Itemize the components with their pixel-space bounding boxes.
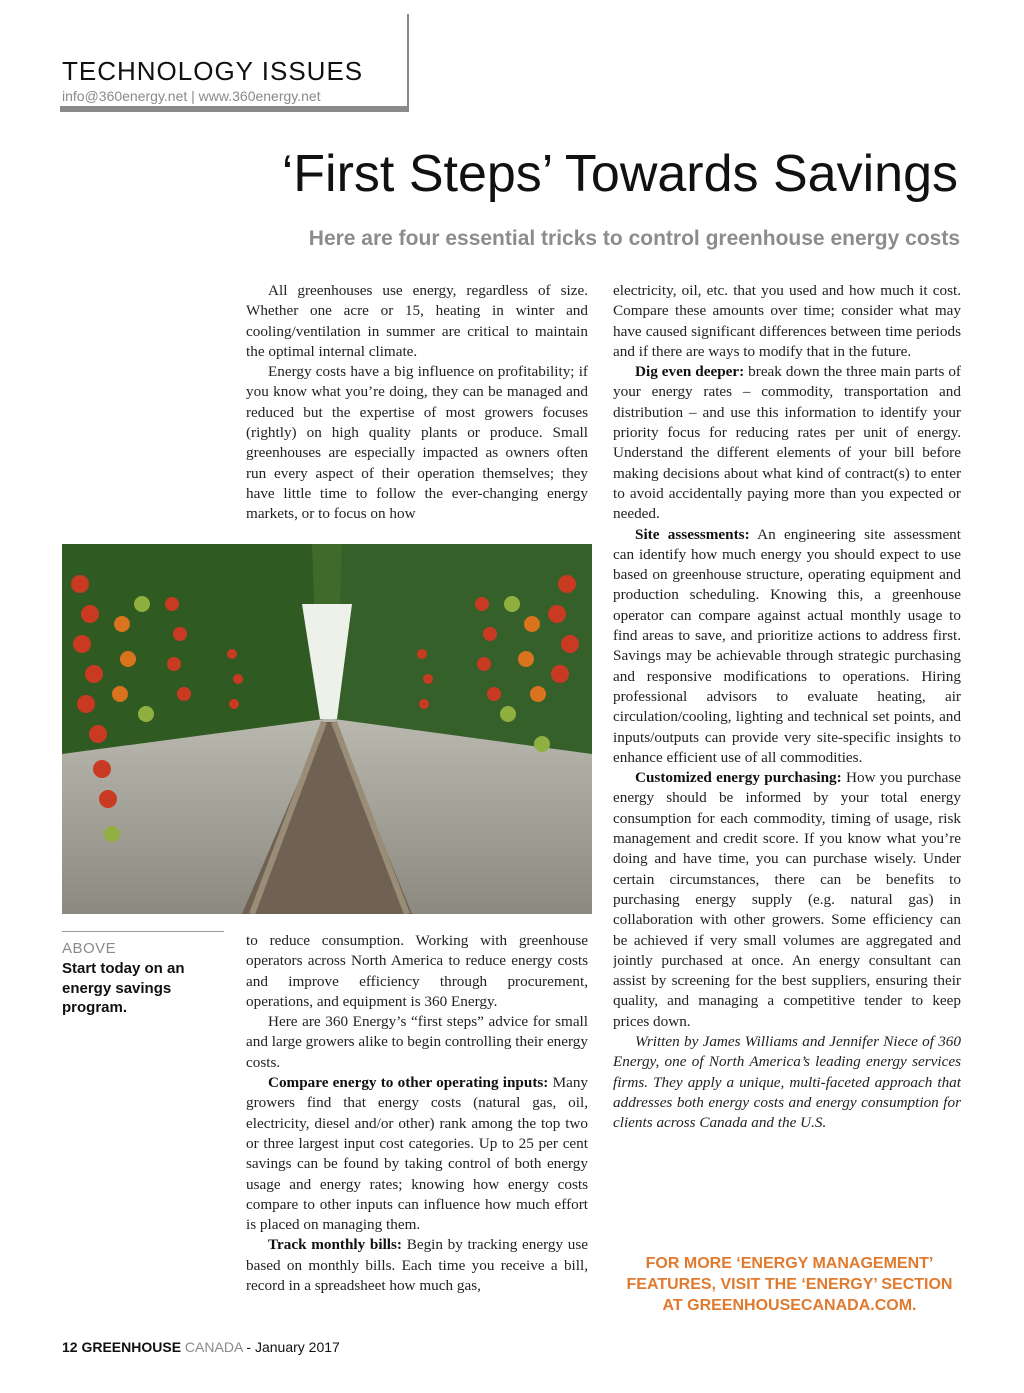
subhead-energy-purchasing: Customized energy purchasing: xyxy=(635,769,842,787)
body-site-assessments: An engineering site assessment can identify how much energy you should expect to use based on greenhouse structure, operating equipment and production scheduling. Knowing this, a greenhouse operator can compare against actual monthly usage to find areas to save, and prioritize actions to address first. Savings may be achievable through strategic purchasing and responsive modifications to operations. Hiring professional advisors to evaluate heating, air circulation/cooling, lighting and technical set points, and inputs/outputs can provide very site-specific insights to enhance efficient use of all commodities. xyxy=(613,525,961,766)
body-energy-purchasing: How you purchase energy should be informed by your total energy consumption for each commodity, timing of usage, risk management and credit score. If you know what you’re doing and have time, you can purchase wisely. Under certain circumstances, there can be benefits to purchasing energy supply (e.g. natural gas) in collaboration with other growers. Some efficiency can be achieved if very small volumes are aggregated and jointly purchased at once. An energy consultant can assist by screening for the best suppliers, ensuring their quality, and managing a competitive tender to keep prices down. xyxy=(613,769,961,1030)
article-dek: Here are four essential tricks to control greenhouse energy costs xyxy=(308,227,960,250)
section-energy-purchasing xyxy=(613,768,961,1032)
column-2 xyxy=(613,281,961,1221)
column-1-top xyxy=(246,281,588,529)
tomato-rows-image xyxy=(62,544,592,914)
section-site-assessments xyxy=(613,525,961,769)
paragraph-energy-costs: Energy costs have a big influence on profitability; if you know what you’re doing, they can be managed and reduced but the expertise of most growers focuses (rightly) on high quality plants or produce. Small greenhouses are especially impacted as owners often run every aspect of their operation themselves; they have little time to follow the ever-changing energy markets, or to focus on how xyxy=(246,363,588,523)
article-headline: ‘First Steps’ Towards Savings xyxy=(281,145,958,203)
subhead-track-bills: Track monthly bills: xyxy=(268,1236,402,1254)
caption-rule xyxy=(62,931,224,932)
section-contact: info@360energy.net | www.360energy.net xyxy=(62,88,321,104)
caption-label: ABOVE xyxy=(62,940,117,957)
byline-text: Written by James Williams and Jennifer Niece of 360 Energy, one of North America’s leading energy services firms. They apply a unique, multi-faceted approach that addresses both energy costs and energy consumption for clients across Canada and the U.S. xyxy=(613,1032,961,1132)
footer-brand: CANADA xyxy=(181,1339,243,1355)
paragraph-intro: All greenhouses use energy, regardless of size. Whether one acre or 15, heating in winter and cooling/ventilation in summer are critical to maintain the optimal internal climate. xyxy=(246,282,588,360)
footer-date: - January 2017 xyxy=(242,1339,340,1355)
section-title: TECHNOLOGY ISSUES xyxy=(62,56,364,86)
section-dig-deeper xyxy=(613,362,961,524)
footer-page-magazine: 12 GREENHOUSE xyxy=(62,1339,182,1355)
subhead-dig-deeper: Dig even deeper: xyxy=(635,363,745,381)
author-byline xyxy=(613,1032,961,1133)
subhead-compare-energy: Compare energy to other operating inputs: xyxy=(268,1074,549,1092)
body-compare-energy: Many growers find that energy costs (natural gas, oil, electricity, diesel and/or other) rank among the top two or three largest input cost categories. Up to 25 per cent savings can be found by taking control of both energy usage and energy rates; knowing how energy costs compare to other inputs can influence how much effort is placed on managing them. xyxy=(246,1074,588,1234)
section-track-bills xyxy=(246,1235,588,1296)
subhead-site-assessments: Site assessments: xyxy=(635,525,750,543)
body-dig-deeper: break down the three main parts of your energy rates – commodity, transportation and distribution – and use this information to identify your priority focus for reducing rates per unit of energy. Understand the different elements of your bill before making decisions about what kind of contract(s) to enter to avoid accidentally paying more than you expected or needed. xyxy=(613,363,961,523)
body-track-bills: Begin by tracking energy use based on monthly bills. Each time you receive a bill, record in a spreadsheet how much gas, xyxy=(246,1236,588,1295)
promo-callout: FOR MORE ‘ENERGY MANAGEMENT’ FEATURES, VISIT THE ‘ENERGY’ SECTION AT GREENHOUSECANADA.COM. xyxy=(626,1255,953,1314)
caption-text: Start today on an energy savings program. xyxy=(62,960,185,1016)
section-compare-energy xyxy=(246,1073,588,1235)
greenhouse-tomato-photo xyxy=(62,544,592,914)
page-footer xyxy=(62,1337,340,1357)
paragraph-first-steps: Here are 360 Energy’s “first steps” advice for small and large growers alike to begin controlling their energy costs. xyxy=(246,1013,588,1071)
paragraph-continued: to reduce consumption. Working with greenhouse operators across North America to reduce energy costs and improve efficiency through procurement, operations, and equipment is 360 Energy. xyxy=(246,932,588,1010)
paragraph-track-bills-continued: electricity, oil, etc. that you used and how much it cost. Compare these amounts over time; consider what may have caused significant differences between time periods and if there are ways to modify that in the future. xyxy=(613,282,961,360)
column-1-bottom xyxy=(246,931,588,1317)
